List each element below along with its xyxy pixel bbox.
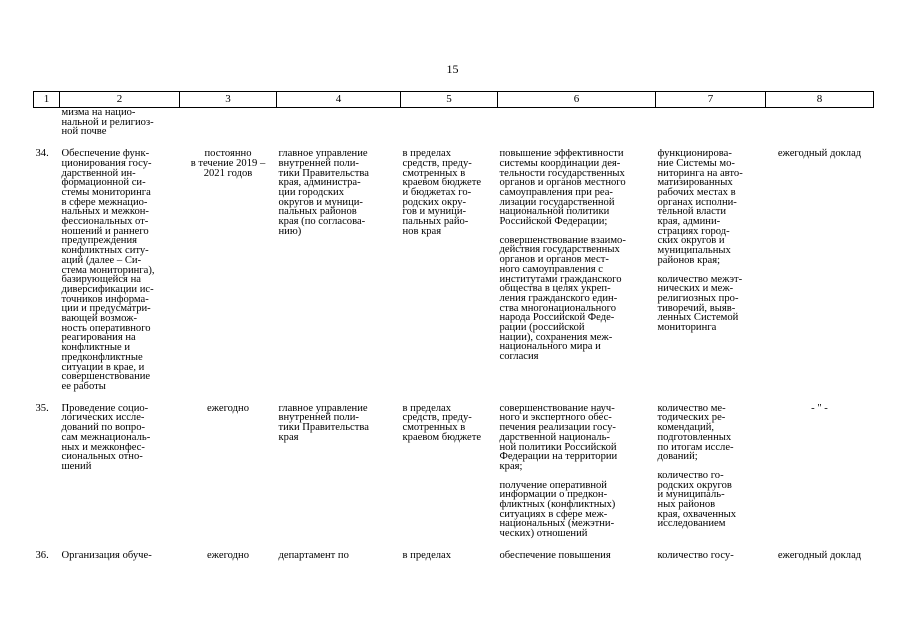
indicator-paragraph: количество межэт- нических и меж- религиозных про- тиворечий, выяв- ленных Системой мониторинга — [657, 273, 743, 334]
report-cell: ежегодный доклад — [777, 148, 862, 160]
indicator-cell — [656, 404, 766, 539]
page-number: 15 — [446, 62, 459, 76]
table-row — [34, 551, 874, 561]
row-number: 35. — [35, 402, 49, 414]
column-header: 1 — [34, 92, 60, 108]
executor-cell: департамент по — [278, 549, 349, 561]
row-number: 36. — [35, 549, 49, 561]
action-cell: Организация обуче- — [61, 549, 152, 561]
column-header: 4 — [277, 92, 401, 108]
report-cell: ежегодный доклад — [777, 549, 862, 561]
table-row — [34, 404, 874, 539]
column-header: 5 — [401, 92, 498, 108]
result-paragraph: совершенствование науч- ного и экспертного обес- печения реализации госу- дарственной националь- ной политики Российской Федерации на территории края; — [499, 402, 618, 472]
action-cell: Обеспечение функ- ционирования госу- дарственной ин- формационной си- стемы мониторинга в сфере межнацио- нальных и межкон- фессиональных от- ношений и раннего предупреждения конфликтных ситу- аций (далее – Си- стема мониторинга), базирующейся на диверсификации ис- точников информа- ции и предусматри- вающей возмож- ность оперативного реагирования на конфликтные и предконфликтные ситуации в крае, и совершенствование ее работы — [61, 148, 155, 392]
action-cell: Проведение социо- логических иссле- дований по вопро- сам межнациональ- ных и межконфес- сиональных отно- шений — [61, 402, 151, 472]
report-cell — [766, 108, 874, 138]
indicator-cell — [656, 551, 766, 561]
action-cell: мизма на нацио- нальной и религиоз- ной почве — [61, 107, 154, 138]
term-cell: ежегодно — [206, 402, 249, 414]
finance-cell: в пределах средств, преду- смотренных в краевом бюджете — [402, 402, 482, 443]
table-row — [34, 149, 874, 392]
indicator-cell — [656, 149, 766, 392]
finance-cell — [401, 108, 498, 138]
column-header: 6 — [498, 92, 656, 108]
result-paragraph: обеспечение повышения — [499, 549, 611, 561]
column-header: 7 — [656, 92, 766, 108]
column-header: 2 — [60, 92, 180, 108]
column-header: 3 — [180, 92, 277, 108]
result-cell — [498, 404, 656, 539]
term-cell: ежегодно — [206, 549, 249, 561]
table-row — [34, 108, 874, 138]
result-paragraph: совершенствование взаимо- действия государственных органов и органов мест- ного самоуправления с институтами гражданского общества в целях укреп- ления гражданского един- ства многонационального народа Российской Феде- рации (российской нации), сохранения меж- национального мира и согласия — [499, 234, 626, 363]
executor-cell — [277, 108, 401, 138]
finance-cell: в пределах — [402, 549, 452, 561]
finance-cell: в пределах средств, преду- смотренных в краевом бюджете и бюджетах го- родских окру- гов и муници- пальных райо- нов края — [402, 148, 482, 237]
report-cell: - " - — [811, 402, 828, 414]
executor-cell: главное управление внутренней поли- тики Правительства края, администра- ции городских округов и муници- пальных районов края (по согласова- нию) — [278, 148, 369, 237]
result-paragraph: повышение эффективности системы координации дея- тельности государственных органов и органов местного самоуправления при реа- лизации государственной национальной политики Российской Федерации; — [499, 148, 626, 228]
indicator-paragraph: количество госу- — [657, 549, 734, 561]
row-number — [34, 108, 60, 138]
result-cell — [498, 149, 656, 392]
indicator-paragraph: количество го- родских округов и муниципаль- ных районов края, охваченных исследованием — [657, 469, 737, 530]
result-paragraph: получение оперативной информации о предкон- фликтных (конфликтных) ситуациях в сфере меж- национальных (межэтни- ческих) отношений — [499, 479, 616, 540]
indicator-cell — [656, 108, 766, 138]
term-cell: постоянно в течение 2019 – 2021 годов — [190, 148, 266, 179]
indicator-paragraph: функционирова- ние Системы мо- ниторинга на авто- матизированных рабочих местах в органах исполни- тельной власти края, админи- страциях город- ских округов и муниципальных районов края; — [657, 148, 743, 266]
result-cell — [498, 108, 656, 138]
program-table — [33, 91, 874, 561]
indicator-paragraph: количество ме- тодических ре- комендаций, подготовленных по итогам иссле- дований; — [657, 402, 734, 463]
executor-cell: главное управление внутренней поли- тики Правительства края — [278, 402, 369, 443]
row-number: 34. — [35, 148, 49, 160]
table-header-row — [34, 92, 874, 108]
result-cell — [498, 551, 656, 561]
column-header: 8 — [766, 92, 874, 108]
term-cell — [180, 108, 277, 138]
